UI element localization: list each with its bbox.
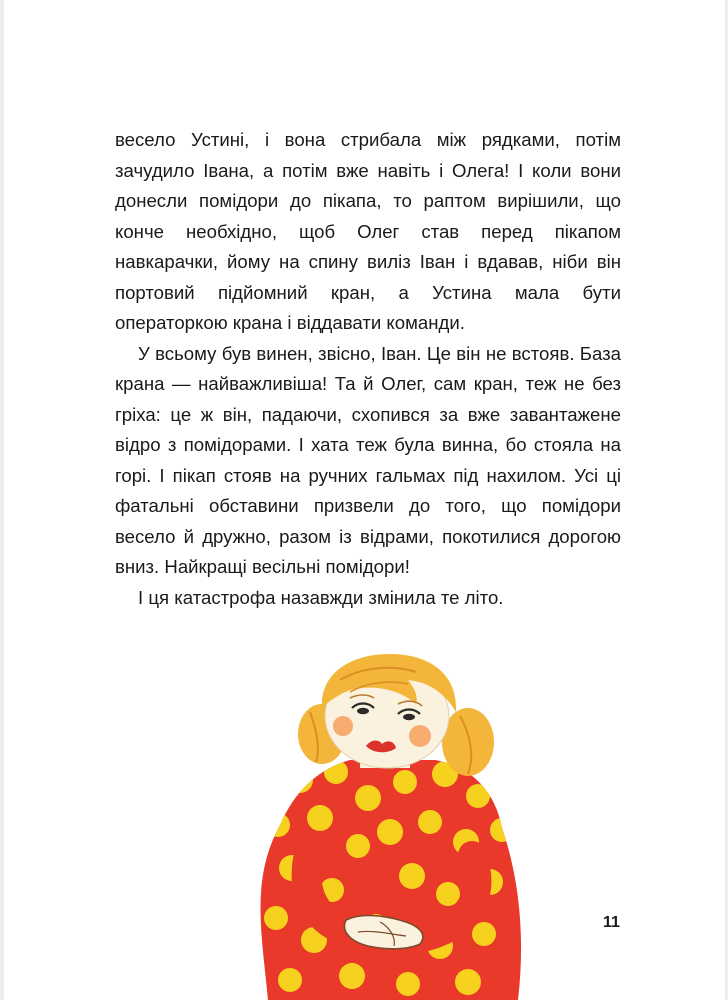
- paragraph-2: У всьому був винен, звісно, Іван. Це він не встояв. База крана — найважливіша! Та й Олег, сам кран, теж не без гріха: це ж він, падаючи, схопився за вже завантажене відро з помідорами. І хата теж була винна, бо стояла на горі. І пікап стояв на ручних гальмах під нахилом. Усі ці фатальні обставини призвели до того, що помідори весело й дружно, разом із відрами, покотилися дорогою вниз. Найкращі весільні помідори!: [115, 342, 621, 577]
- right-pigtail: [442, 708, 494, 776]
- paragraph-1: весело Устині, і вона стрибала між рядками, потім зачудило Івана, а потім вже навіть і Олега! І коли вони донесли помідори до пікапа, то раптом вирішили, що конче необхідно, щоб Олег став перед пікапом навкарачки, йому на спину виліз Іван і вдавав, ніби він портовий підйомний кран, а Устина мала бути операторкою крана і віддавати команди.: [115, 129, 621, 333]
- page-number: 11: [603, 914, 620, 931]
- girl-in-polka-dot-dress-icon: [240, 650, 540, 1000]
- paragraph-3: І ця катастрофа назавжди змінила те літо.: [138, 586, 504, 608]
- right-cheek: [409, 725, 431, 747]
- left-cheek: [333, 716, 353, 736]
- body-text: [115, 125, 621, 613]
- girl-illustration: [240, 650, 540, 1000]
